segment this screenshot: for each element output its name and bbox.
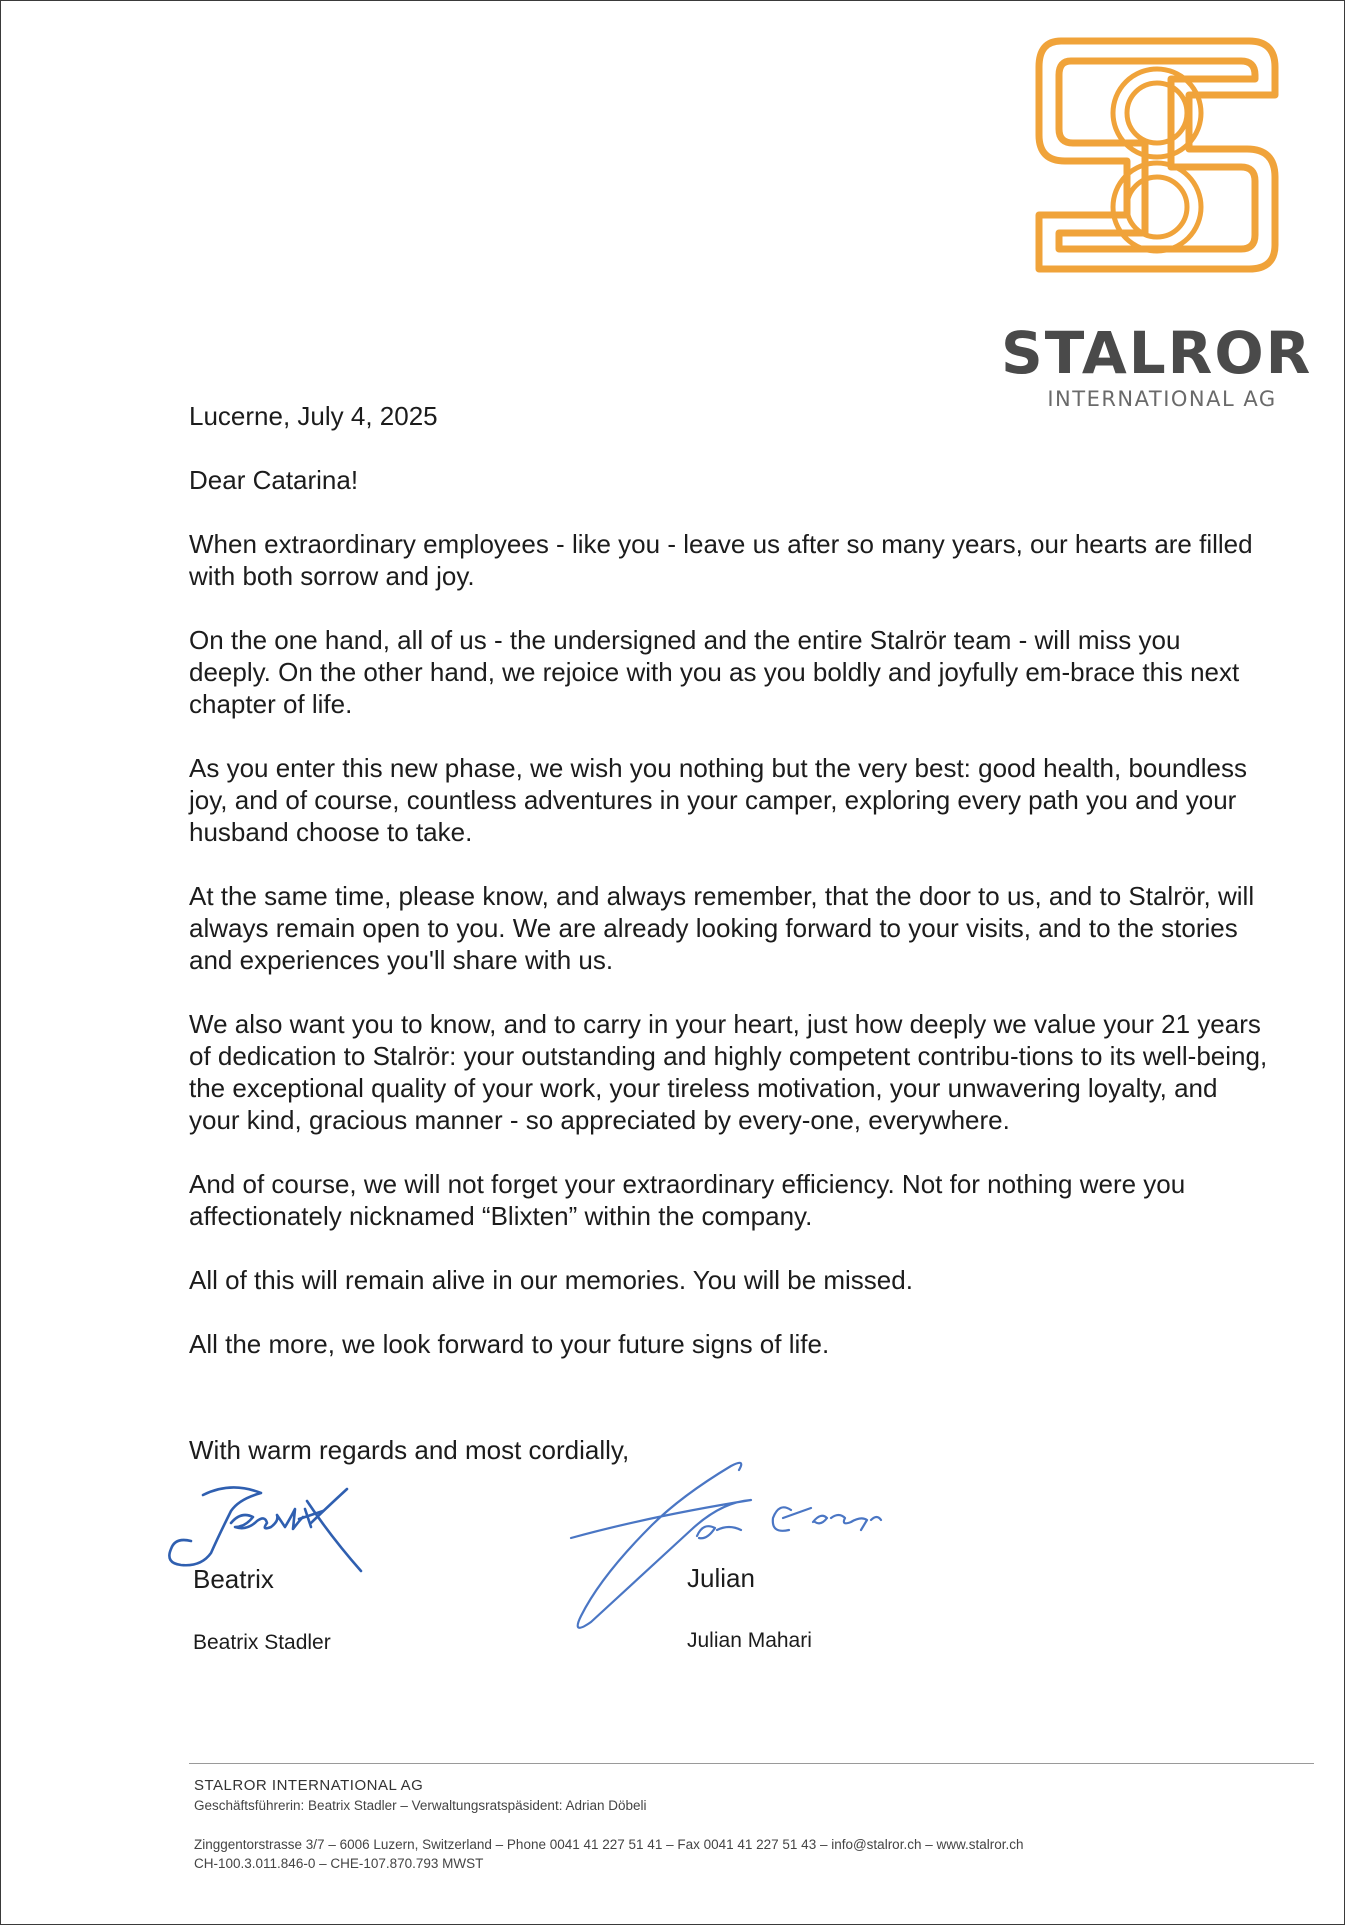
paragraph: All of this will remain alive in our memories. You will be missed. [189, 1265, 913, 1295]
footer-management: Geschäftsführerin: Beatrix Stadler – Verwaltungsratspäsident: Adrian Döbeli [194, 1798, 647, 1813]
signature-first-name: Julian [687, 1563, 755, 1593]
paragraph: We also want you to know, and to carry in your heart, just how deeply we value your 21 years of dedication to Stalrör: your outstanding and highly competent contribu-tions to its well-being, the exceptional quality of your work, your tireless motivation, your unwavering loyalty, and your kind, gracious manner - so appreciated by every-one, everywhere. [189, 1009, 1268, 1135]
signatory-full-name: Julian Mahari [687, 1629, 812, 1652]
signature-first-name: Beatrix [193, 1564, 274, 1594]
stalror-s-logo-icon [1031, 35, 1283, 275]
paragraph: When extraordinary employees - like you - leave us after so many years, our hearts are filled with both sorrow and joy. [189, 529, 1253, 591]
footer-company: STALROR INTERNATIONAL AG [194, 1777, 424, 1794]
brand-subtitle: INTERNATIONAL AG [1047, 387, 1277, 411]
footer-address: Zinggentorstrasse 3/7 – 6006 Luzern, Switzerland – Phone 0041 41 227 51 41 – Fax 0041 41 227 51 43 – info@stalror.ch – www.stalror.ch [194, 1837, 1024, 1852]
footer-registration: CH-100.3.011.846-0 – CHE-107.870.793 MWST [194, 1856, 484, 1871]
paragraph: And of course, we will not forget your extraordinary efficiency. Not for nothing were you affectionately nicknamed “Blixten” within the company. [189, 1169, 1186, 1231]
paragraph: All the more, we look forward to your future signs of life. [189, 1329, 830, 1359]
footer-divider [189, 1763, 1314, 1764]
paragraph: As you enter this new phase, we wish you nothing but the very best: good health, boundless joy, and of course, countless adventures in your camper, exploring every path you and your husband choose to take. [189, 753, 1248, 847]
letter-body [189, 528, 1269, 1392]
paragraph: On the one hand, all of us - the undersigned and the entire Stalrör team - will miss you deeply. On the other hand, we rejoice with you as you boldly and joyfully em-brace this next chapter of life. [189, 625, 1240, 719]
signature-julian [521, 1456, 911, 1636]
letter-salutation: Dear Catarina! [189, 465, 359, 495]
company-logo [1001, 29, 1321, 411]
paragraph: At the same time, please know, and always remember, that the door to us, and to Stalrör, will always remain open to you. We are already looking forward to your visits, and to the stories and experiences you'll share with us. [189, 881, 1255, 975]
letter-date: Lucerne, July 4, 2025 [189, 401, 438, 431]
brand-name: STALROR [1001, 319, 1313, 387]
letter-closing: With warm regards and most cordially, [189, 1435, 630, 1465]
signatory-full-name: Beatrix Stadler [193, 1631, 331, 1654]
